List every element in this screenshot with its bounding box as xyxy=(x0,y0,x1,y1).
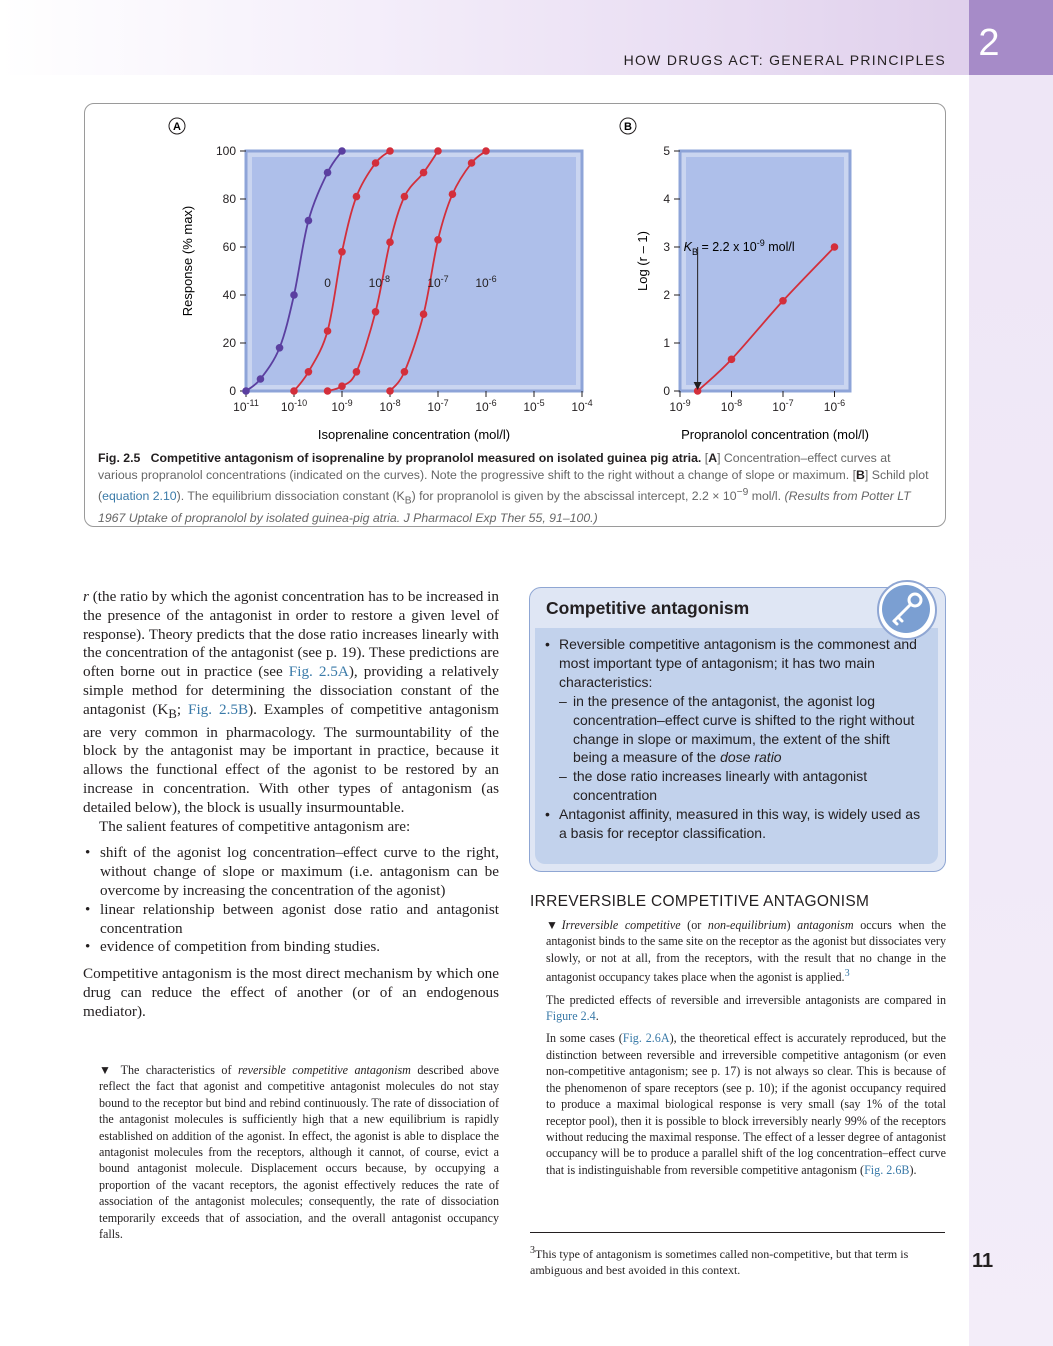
paragraph-predicted-effects xyxy=(546,992,946,1025)
plot-area-inner xyxy=(683,157,844,385)
para1-text-d: ). Examples of competitive antagonism are very common in pharmacology. The surmountability of the block by the antagonist may be important in practice, because it allows the functional effect of the agonist to be restored by an increase in concentration. With other types of antagonism (as detailed below), the block is usually insurmountable. xyxy=(83,700,499,816)
dash1-text: in the presence of the antagonist, the agonist log concentration–effect curve is shifted to the right without change in slope or maximum, the extent of the shift being a measure of the xyxy=(573,692,915,766)
fig-2-6b-link[interactable]: Fig. 2.6B xyxy=(864,1162,910,1177)
p1-text-b: ) xyxy=(786,918,798,932)
page-number: 11 xyxy=(972,1250,994,1272)
y-axis-label: Response (% max) xyxy=(180,205,195,317)
summary-box-list xyxy=(545,635,925,843)
data-point xyxy=(386,387,394,395)
fig-2-6a-link[interactable]: Fig. 2.6A xyxy=(622,1031,670,1046)
x-tick-label: $10^{-9}$ xyxy=(331,398,353,414)
running-head: HOW DRUGS ACT: GENERAL PRINCIPLES xyxy=(623,52,946,68)
equation-link[interactable]: equation 2.10 xyxy=(102,489,177,504)
curve-label: $10^{-6}$ xyxy=(475,274,497,290)
paragraph-salient-features: The salient features of competitive antagonism are: xyxy=(99,817,411,835)
data-point xyxy=(353,368,361,376)
data-point xyxy=(401,368,409,376)
p2-text-a: The predicted effects of reversible and irreversible antagonists are compared in xyxy=(546,992,946,1007)
x-tick-label: $10^{-11}$ xyxy=(233,398,259,414)
kb-subscript: B xyxy=(168,706,177,721)
list-item: • linear relationship between agonist dose ratio and antagonist concentration xyxy=(83,901,499,939)
y-tick-label: 0 xyxy=(663,384,670,398)
italic-term: antagonism xyxy=(797,918,854,932)
data-point xyxy=(353,193,361,201)
data-point xyxy=(449,190,457,198)
data-point xyxy=(420,310,428,318)
left-column xyxy=(83,588,499,1022)
triangle-marker-icon: ▼ xyxy=(99,1063,115,1077)
y-tick-label: 60 xyxy=(222,240,236,254)
small-text-a: The characteristics of xyxy=(114,1063,238,1077)
data-point xyxy=(434,147,442,155)
y-tick-label: 1 xyxy=(663,336,670,350)
caption-a-text: Concentration–effect curves at various propranolol concentrations (indicated on the curves). Note the progressive shift to the right without a change of slope or maximum. xyxy=(98,451,891,482)
footnote xyxy=(530,1243,945,1278)
para1-text-b: ), providing a relatively simple method for determining the dissociation constant of the antagonist (K xyxy=(83,663,499,718)
chapter-number: 2 xyxy=(978,22,1000,64)
data-point xyxy=(305,368,313,376)
y-tick-label: 40 xyxy=(222,288,236,302)
caption-number: Fig. 2.5 xyxy=(98,451,141,465)
small-print-reversible xyxy=(99,1062,499,1242)
data-point xyxy=(779,297,787,305)
data-point xyxy=(338,382,346,390)
italic-term: Irreversible competitive xyxy=(561,918,681,932)
y-tick-label: 5 xyxy=(663,144,670,158)
summary-dash-item xyxy=(545,692,925,768)
italic-term: non-equilibrium xyxy=(707,918,787,932)
x-tick-label: $10^{-5}$ xyxy=(523,398,545,414)
list-item: • evidence of competition from binding studies. xyxy=(83,938,499,957)
triangle-marker-icon: ▼ xyxy=(546,918,562,932)
curve-label: $10^{-8}$ xyxy=(368,274,391,290)
right-column-text xyxy=(546,917,946,1184)
summary-bullet: • Reversible competitive antagonism is the commonest and most important type of antagonism; it has two main characteristics: xyxy=(545,635,925,692)
figure-2-4-link[interactable]: Figure 2.4 xyxy=(546,1009,596,1024)
paragraph-some-cases xyxy=(546,1030,946,1178)
small-italic-term: reversible competitive antagonism xyxy=(237,1063,411,1077)
section-heading: IRREVERSIBLE COMPETITIVE ANTAGONISM xyxy=(530,893,870,910)
y-tick-label: 20 xyxy=(222,336,236,350)
p3-text-b: ), the theoretical effect is accurately reproduced, but the distinction between reversible and irreversible competitive antagonism (or even non-competitive antagonism; see p. 17) is not always so clear. This is because of the phenomenon of spare receptors (see p. 10); if the agonist occupancy required to produce a maximal biological response is very small (say 1% of the total receptor pool), then it is possible to block irreversibly nearly 99% of the receptors without reducing the maximal response. The effect of a lesser degree of antagonist occupancy will be to produce a parallel shift of the log concentration–effect curve that is indistinguishable from reversible competitive antagonism ( xyxy=(546,1031,946,1177)
caption-b-text: Schild plot ( xyxy=(98,468,929,504)
data-point xyxy=(290,387,298,395)
data-point xyxy=(242,387,250,395)
x-tick-label: $10^{-6}$ xyxy=(823,398,846,414)
footnote-ref-link[interactable]: 3 xyxy=(844,968,850,980)
y-axis-label: Log (r – 1) xyxy=(635,231,650,291)
footnote-marker: 3 xyxy=(530,1245,535,1256)
x-tick-label: $10^{-10}$ xyxy=(280,398,308,414)
p3-text-c: ). xyxy=(909,1162,917,1177)
para1-text-c: ; xyxy=(176,700,189,718)
key-icon xyxy=(882,585,930,633)
p1-text-a: (or xyxy=(680,918,708,932)
figure-charts xyxy=(84,103,944,448)
footnote-rule xyxy=(530,1232,945,1233)
features-list xyxy=(83,844,499,957)
x-tick-label: $10^{-7}$ xyxy=(772,398,794,414)
data-point xyxy=(434,236,442,244)
data-point xyxy=(290,291,298,299)
figure-caption: Fig. 2.5 Competitive antagonism of isoprenaline by propranolol measured on isolated guinea pig atria. [A] Concentration–effect curves at various propranolol concentrations (indicated on the curves). Note the progressive shift to the right without a change of slope or maximum. [B] Schild plot (equation 2.10). The equilibrium dissociation constant $(K_B)$ for propranolol is given by the abscissal intercept, $2.2 \times 10^{-9}$ mol/l. (Results from Potter LT 1967 Uptake of propranolol by isolated guinea-pig atria. J Pharmacol Exp Ther 55, 91–100.) xyxy=(98,451,929,525)
p2-text-b: . xyxy=(595,1009,599,1024)
data-point xyxy=(372,308,380,316)
plot-area-inner xyxy=(252,157,576,385)
y-tick-label: 4 xyxy=(663,192,670,206)
caption-source: (Results from Potter LT 1967 Uptake of propranolol by isolated guinea-pig atria. J Pharmacol Exp Ther 55, 91–100.) xyxy=(98,489,911,525)
y-tick-label: 0 xyxy=(229,384,236,398)
caption-b-tag: B xyxy=(856,468,865,482)
caption-title: Competitive antagonism of isoprenaline by propranolol measured on isolated guinea pig atria. xyxy=(150,451,702,465)
x-tick-label: $10^{-8}$ xyxy=(720,398,743,414)
data-point xyxy=(305,217,313,225)
panel-label: B xyxy=(624,121,632,133)
data-point xyxy=(276,344,284,352)
caption-a-tag: A xyxy=(708,451,718,465)
p3-text-a: In some cases ( xyxy=(546,1031,623,1046)
kb-annotation: $K_B = 2.2$ x $10^{-9}$ mol/l xyxy=(683,238,795,257)
data-point xyxy=(482,147,490,155)
paragraph-irreversible xyxy=(546,917,946,986)
data-point xyxy=(324,387,332,395)
summary-dash-item: – the dose ratio increases linearly with antagonist concentration xyxy=(545,767,925,805)
data-point xyxy=(257,375,265,383)
x-tick-label: $10^{-9}$ xyxy=(669,398,691,414)
x-tick-label: $10^{-8}$ xyxy=(379,398,401,414)
summary-bullet: • Antagonist affinity, measured in this way, is widely used as a basis for receptor classification. xyxy=(545,805,925,843)
y-tick-label: 100 xyxy=(215,144,236,158)
para1-text-a: (the ratio by which the agonist concentration has to be increased in the presence of the antagonist in order to restore a given level of response). Theory predicts that the dose ratio increases linearly with the concentration of the antagonist (see p. 19). These predictions are often borne out in practice (see xyxy=(83,588,499,681)
footnote-text: This type of antagonism is sometimes called non-competitive, but that term is ambiguous and best avoided in this context. xyxy=(530,1247,909,1277)
y-tick-label: 3 xyxy=(663,240,670,254)
caption-b-text-3: ) for propranolol is given by the abscissal intercept, 2.2 × 10 xyxy=(411,489,737,504)
y-tick-label: 2 xyxy=(663,288,670,302)
caption-kb-sub: B xyxy=(404,495,412,507)
x-tick-label: $10^{-6}$ xyxy=(475,398,497,414)
data-point xyxy=(831,243,839,251)
data-point xyxy=(420,169,428,177)
data-point xyxy=(324,169,332,177)
y-tick-label: 80 xyxy=(222,192,236,206)
curve-label: $10^{-7}$ xyxy=(427,274,449,290)
data-point xyxy=(372,159,380,167)
caption-b-text-4: mol/l. xyxy=(748,489,782,504)
fig-2-5b-link[interactable]: Fig. 2.5B xyxy=(188,700,249,718)
data-point xyxy=(338,248,346,256)
dose-ratio-term: dose ratio xyxy=(720,749,782,766)
data-point xyxy=(728,356,736,364)
caption-exp-sup: −9 xyxy=(736,487,749,498)
fig-2-5a-link[interactable]: Fig. 2.5A xyxy=(288,663,349,681)
paragraph-direct-mechanism: Competitive antagonism is the most direct mechanism by which one drug can reduce the effect of another (or of an endogenous mediator). xyxy=(83,965,499,1020)
data-point xyxy=(401,193,409,201)
x-axis-label: Propranolol concentration (mol/l) xyxy=(681,427,869,442)
curve-label: 0 xyxy=(324,276,331,290)
list-item: • shift of the agonist log concentration–effect curve to the right, without change of slope or maximum (i.e. antagonism can be overcome by increasing the concentration of the agonist) xyxy=(83,844,499,900)
data-point xyxy=(468,159,476,167)
x-tick-label: $10^{-4}$ xyxy=(571,398,593,414)
data-point xyxy=(386,147,394,155)
panel-label: A xyxy=(173,121,181,133)
summary-box-title: Competitive antagonism xyxy=(546,598,750,618)
side-band xyxy=(969,0,1053,1346)
paragraph-dose-ratio xyxy=(83,588,499,818)
x-axis-label: Isoprenaline concentration (mol/l) xyxy=(317,427,511,442)
data-point xyxy=(386,238,394,246)
p1-text-c: occurs when the antagonist binds to the same site on the receptor as the agonist but dissociates very slowly, or not at all, from the receptors, with the result that no change in the antagonist occupancy takes place when the agonist is applied. xyxy=(546,918,946,985)
r-variable: r xyxy=(83,588,89,605)
small-text-b: described above reflect the fact that agonist and competitive antagonist molecules do not stay bound to the receptor but bind and rebind continuously. The rate of dissociation of the antagonist molecules is sufficiently high that a new equilibrium is rapidly established on addition of the agonist. In effect, the agonist is able to displace the antagonist molecules from the receptors, although it cannot, of course, evict a bound antagonist molecule. Displacement occurs because, by occupying a proportion of the vacant receptors, the agonist effectively reduces the rate of association of the antagonist molecules; consequently, the rate of dissociation temporarily exceeds that of association, and the overall antagonist occupancy falls. xyxy=(99,1063,500,1242)
data-point xyxy=(338,147,346,155)
x-tick-label: $10^{-7}$ xyxy=(427,398,449,414)
data-point xyxy=(324,327,332,335)
caption-b-text-2: ). The equilibrium dissociation constant (K xyxy=(176,489,405,504)
